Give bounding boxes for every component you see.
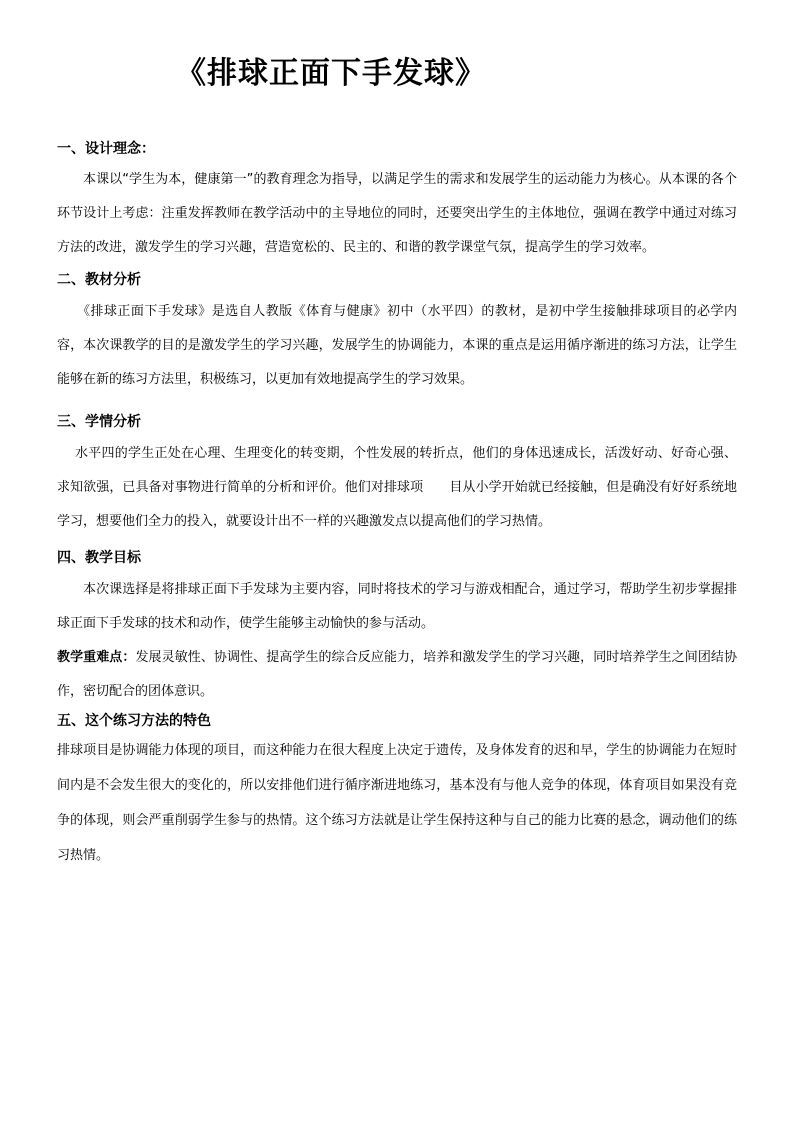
section-paragraph-method-features: 排球项目是协调能力体现的项目，而这种能力在很大程度上决定于遗传，及身体发育的迟和早，学生的协调能力在短时间内是不会发生很大的变化的，所以安排他们进行循序渐进地练习，基本没有与他人竞争的体现，体育项目如果没有竞争的体现，则会严重削弱学生参与的热情。这个练习方法就是让学生保持这种与自己的能力比赛的悬念，调动他们的练习热情。 [57, 743, 737, 863]
section-heading-material-analysis: 二、教材分析 [57, 272, 141, 288]
section-heading-design-concept: 一、设计理念： [57, 141, 155, 157]
section-paragraph-student-analysis: 水平四的学生正处在心理、生理变化的转变期，个性发展的转折点，他们的身体迅速成长，活泼好动、好奇心强、求知欲强，已具备对事物进行简单的分析和评价。他们对排球项 目从小学开始就已经接触，但是确没有好好系统地学习，想要他们全力的投入，就要设计出不一样的兴趣激发点以提高他们的学习热情。 [57, 446, 737, 529]
key-point-paragraph [57, 641, 737, 709]
section-paragraph-teaching-goals: 本次课选择是将排球正面下手发球为主要内容，同时将技术的学习与游戏相配合，通过学习，帮助学生初步掌握排球正面下手发球的技术和动作，使学生能够主动愉快的参与活动。 [57, 582, 737, 631]
key-point-text: 发展灵敏性、协调性、提高学生的综合反应能力，培养和激发学生的学习兴趣，同时培养学生之间团结协作，密切配合的团体意识。 [57, 650, 737, 699]
section-heading-teaching-goals: 四、教学目标 [57, 550, 141, 566]
section-paragraph-design-concept: 本课以“学生为本，健康第一”的教育理念为指导，以满足学生的需求和发展学生的运动能力为核心。从本课的各个环节设计上考虑：注重发挥教师在教学活动中的主导地位的同时，还要突出学生的主体地位，强调在教学中通过对练习方法的改进，激发学生的学习兴趣，营造宽松的、民主的、和谐的教学课堂气氛，提高学生的学习效率。 [57, 172, 737, 255]
key-point-label: 教学重难点： [57, 650, 136, 665]
section-paragraph-material-analysis: 《排球正面下手发球》是选自人教版《体育与健康》初中（水平四）的教材，是初中学生接触排球项目的必学内容，本次课教学的目的是激发学生的学习兴趣，发展学生的协调能力，本课的重点是运用循序渐进的练习方法，让学生能够在新的练习方法里，积极练习，以更加有效地提高学生的学习效果。 [57, 304, 737, 387]
document-title: 《排球正面下手发球》 [176, 56, 486, 91]
section-heading-method-features: 五、这个练习方法的特色 [57, 713, 211, 729]
section-heading-student-analysis: 三、学情分析 [57, 414, 141, 430]
